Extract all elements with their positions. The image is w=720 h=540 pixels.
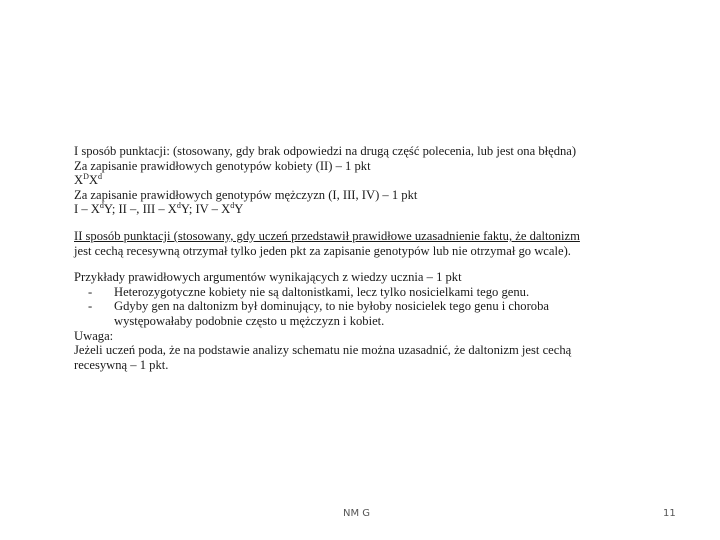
example-item: - Gdyby gen na daltonizm był dominujący, to nie byłoby nosicielek tego genu i choroba xyxy=(88,299,549,314)
method2-line1: II sposób punktacji (stosowany, gdy uczeń przedstawił prawidłowe uzasadnienie faktu, że daltonizm xyxy=(74,228,580,243)
note-line2: recesywną – 1 pkt. xyxy=(74,357,169,372)
page-number: 11 xyxy=(663,508,676,519)
note-line1: Jeżeli uczeń poda, że na podstawie analizy schematu nie można uzasadnić, że daltonizm jest cechą xyxy=(74,343,572,358)
method1-heading: I sposób punktacji: (stosowany, gdy brak odpowiedzi na drugą część polecenia, lub jest ona błędna) xyxy=(74,144,577,158)
dash-bullet: - xyxy=(88,284,93,299)
dash-bullet: - xyxy=(88,299,93,314)
female-genotype-line: Za zapisanie prawidłowych genotypów kobiety (II) – 1 pkt xyxy=(74,158,371,173)
note-label: Uwaga: xyxy=(74,328,114,343)
male-genotypes: I – $X^dY$; II –, III – $X^dY$; IV – $X^dY$ xyxy=(74,201,244,217)
example-item-continuation: występowałaby podobnie często u mężczyzn i kobiet. xyxy=(114,313,385,328)
method2-line2: jest cechą recesywną otrzymał tylko jeden pkt za zapisanie genotypów lub nie otrzymał go wcale). xyxy=(74,243,571,258)
examples-heading: Przykłady prawidłowych argumentów wynikających z wiedzy ucznia – 1 pkt xyxy=(74,270,462,285)
footer-text: NM G xyxy=(343,508,371,519)
male-genotype-line: Za zapisanie prawidłowych genotypów mężczyzn (I, III, IV) – 1 pkt xyxy=(74,187,418,202)
female-genotype: $X^DX^d$ xyxy=(74,172,102,188)
example-item: - Heterozygotyczne kobiety nie są daltonistkami, lecz tylko nosicielkami tego genu. xyxy=(88,284,530,299)
scanned-answer-key xyxy=(74,144,644,372)
